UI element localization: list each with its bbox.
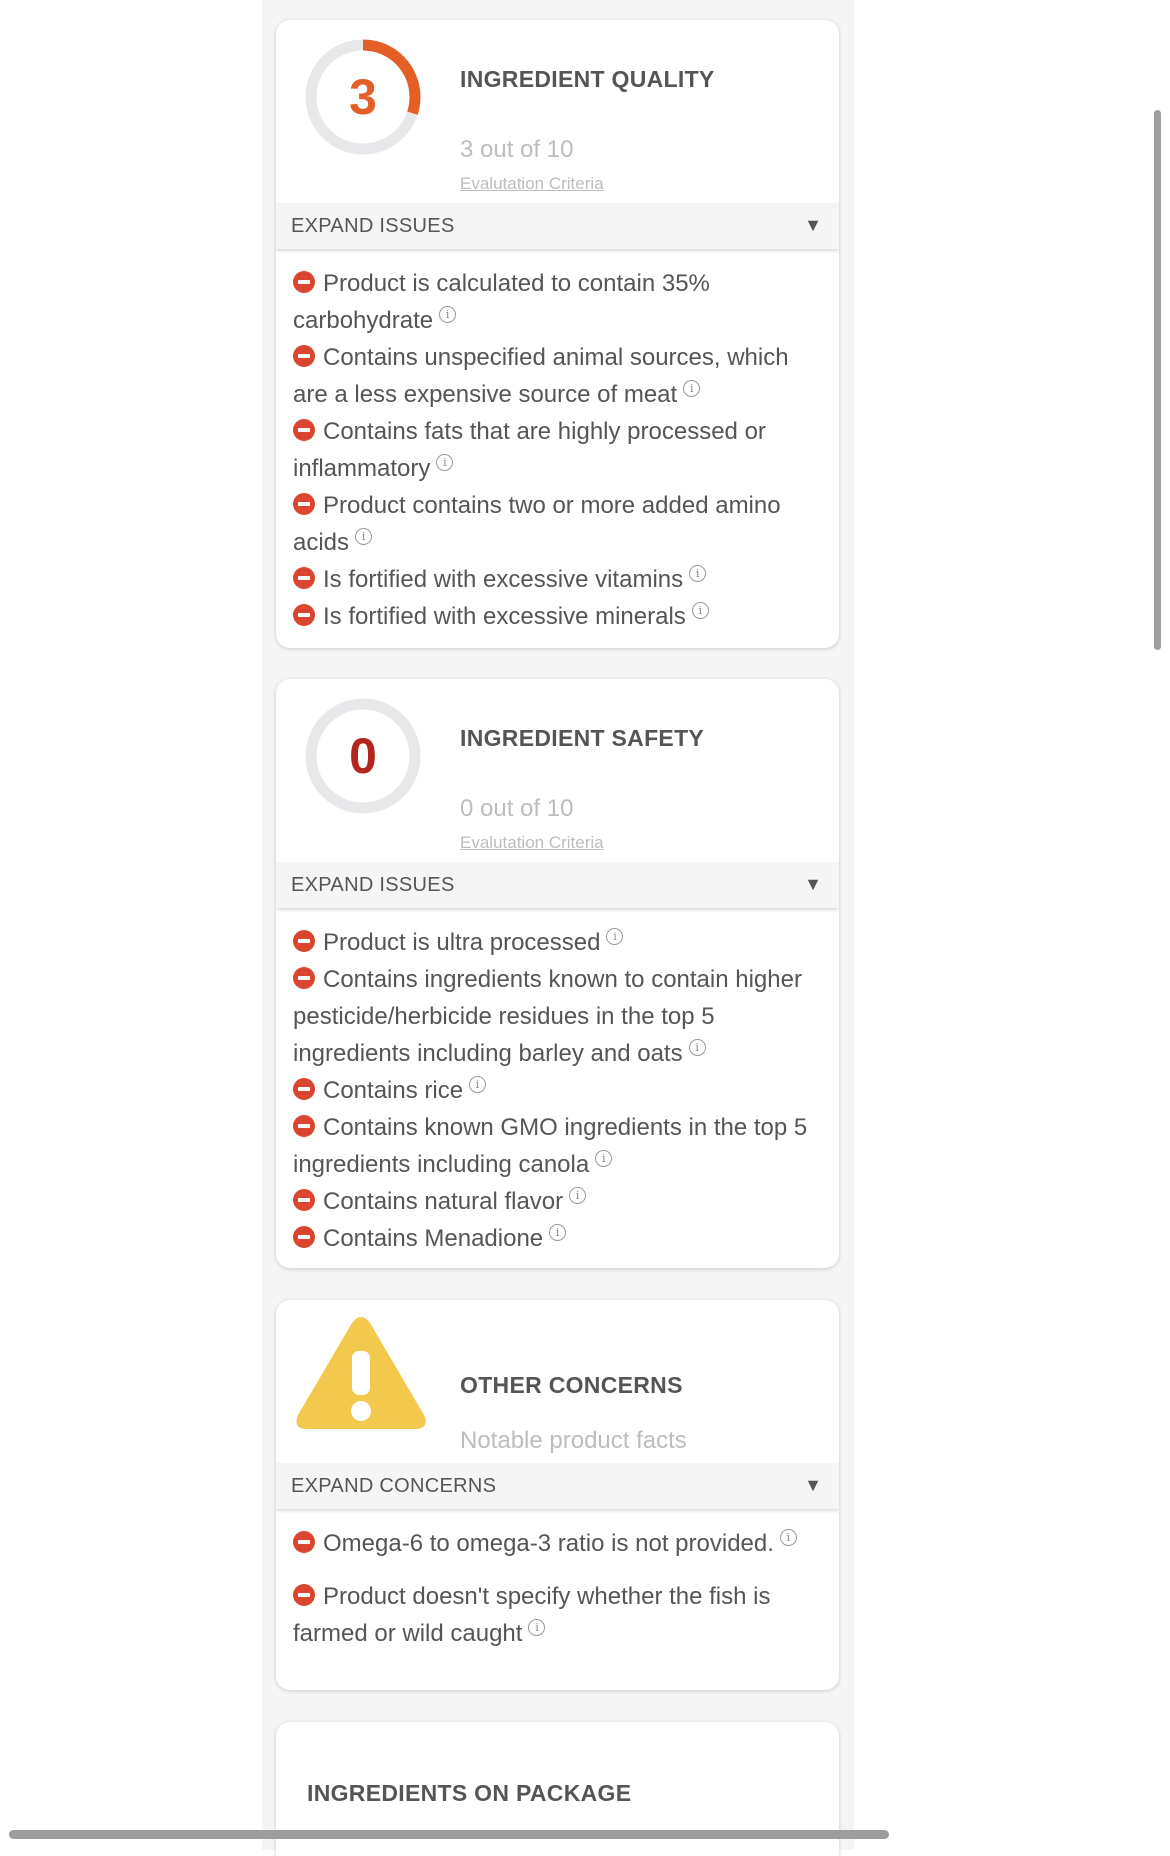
chevron-down-icon: ▼ <box>804 1475 822 1495</box>
horizontal-scrollbar[interactable] <box>9 1830 889 1839</box>
info-icon[interactable]: i <box>780 1529 797 1546</box>
issue-text: Product contains two or more added amino acids <box>293 492 781 556</box>
concerns-list <box>276 1509 839 1652</box>
minus-circle-icon <box>293 567 315 589</box>
minus-circle-icon <box>293 345 315 367</box>
info-icon[interactable]: i <box>689 565 706 582</box>
minus-circle-icon <box>293 1078 315 1100</box>
issue-item <box>293 1109 823 1183</box>
quality-expand-issues-button[interactable] <box>276 203 839 249</box>
quality-issues-list <box>276 249 839 635</box>
expand-issues-label: EXPAND ISSUES <box>291 215 455 237</box>
info-icon[interactable]: i <box>683 380 700 397</box>
ingredients-title: INGREDIENTS ON PACKAGE <box>307 1780 632 1806</box>
issue-text: Is fortified with excessive vitamins <box>323 566 684 593</box>
safety-evaluation-criteria-link[interactable]: Evalutation Criteria <box>460 833 604 852</box>
safety-subtitle: 0 out of 10 <box>460 795 574 822</box>
safety-score-gauge <box>303 696 423 816</box>
info-icon[interactable]: i <box>436 454 453 471</box>
expand-concerns-button[interactable] <box>276 1463 839 1509</box>
issue-text: Contains rice <box>323 1077 464 1104</box>
info-icon[interactable]: i <box>689 1039 706 1056</box>
safety-expand-issues-button[interactable] <box>276 862 839 908</box>
info-icon[interactable]: i <box>606 928 623 945</box>
info-icon[interactable]: i <box>528 1619 545 1636</box>
info-icon[interactable]: i <box>469 1076 486 1093</box>
expand-concerns-label: EXPAND CONCERNS <box>291 1475 497 1497</box>
issue-text: Contains ingredients known to contain higher pesticide/herbicide residues in the top 5 ingredients including barley and oats <box>293 966 802 1067</box>
issue-item <box>293 265 823 339</box>
issue-item <box>293 1220 823 1257</box>
minus-circle-icon <box>293 1531 315 1553</box>
issue-text: Contains Menadione <box>323 1225 544 1252</box>
minus-circle-icon <box>293 271 315 293</box>
issue-text: Contains unspecified animal sources, which are a less expensive source of meat <box>293 344 789 408</box>
minus-circle-icon <box>293 1115 315 1137</box>
minus-circle-icon <box>293 967 315 989</box>
issue-item <box>293 413 823 487</box>
issue-text: Product is ultra processed <box>323 929 601 956</box>
info-icon[interactable]: i <box>355 528 372 545</box>
ingredient-quality-card <box>276 20 839 648</box>
quality-title: INGREDIENT QUALITY <box>460 66 715 92</box>
minus-circle-icon <box>293 604 315 626</box>
minus-circle-icon <box>293 493 315 515</box>
safety-issues-list <box>276 908 839 1257</box>
minus-circle-icon <box>293 1226 315 1248</box>
safety-title: INGREDIENT SAFETY <box>460 725 705 751</box>
ingredient-safety-card <box>276 679 839 1268</box>
issue-item <box>293 1525 823 1562</box>
info-icon[interactable]: i <box>549 1224 566 1241</box>
warning-icon <box>294 1315 428 1433</box>
vertical-scrollbar[interactable] <box>1154 110 1161 650</box>
concerns-title: OTHER CONCERNS <box>460 1372 683 1398</box>
issue-item <box>293 924 823 961</box>
issue-text: Contains fats that are highly processed or inflammatory <box>293 418 766 482</box>
minus-circle-icon <box>293 419 315 441</box>
issue-text: Is fortified with excessive minerals <box>323 603 686 630</box>
info-icon[interactable]: i <box>569 1187 586 1204</box>
info-icon[interactable]: i <box>439 306 456 323</box>
issue-item <box>293 561 823 598</box>
expand-issues-label: EXPAND ISSUES <box>291 874 455 896</box>
quality-subtitle: 3 out of 10 <box>460 136 574 163</box>
issue-text: Omega-6 to omega-3 ratio is not provided. <box>323 1530 774 1557</box>
other-concerns-card <box>276 1300 839 1690</box>
issue-text: Contains known GMO ingredients in the top 5 ingredients including canola <box>293 1114 808 1178</box>
issue-item <box>293 598 823 635</box>
issue-item <box>293 1072 823 1109</box>
concerns-subtitle: Notable product facts <box>460 1427 687 1454</box>
quality-score-gauge <box>303 37 423 157</box>
issue-text: Contains natural flavor <box>323 1188 564 1215</box>
chevron-down-icon: ▼ <box>804 874 822 894</box>
issue-item <box>293 339 823 413</box>
issue-text: Product doesn't specify whether the fish is farmed or wild caught <box>293 1583 771 1647</box>
other-concerns-header <box>276 1300 839 1463</box>
minus-circle-icon <box>293 1189 315 1211</box>
quality-score-number: 3 <box>349 69 377 125</box>
issue-item <box>293 961 823 1072</box>
quality-evaluation-criteria-link[interactable]: Evalutation Criteria <box>460 174 604 193</box>
ingredient-safety-header <box>276 679 839 862</box>
ingredient-quality-header <box>276 20 839 203</box>
issue-text: Product is calculated to contain 35% carbohydrate <box>293 270 710 334</box>
issue-item <box>293 1183 823 1220</box>
chevron-down-icon: ▼ <box>804 215 822 235</box>
info-icon[interactable]: i <box>595 1150 612 1167</box>
minus-circle-icon <box>293 1584 315 1606</box>
safety-score-number: 0 <box>349 728 377 784</box>
issue-item <box>293 1578 823 1652</box>
minus-circle-icon <box>293 930 315 952</box>
info-icon[interactable]: i <box>692 602 709 619</box>
issue-item <box>293 487 823 561</box>
